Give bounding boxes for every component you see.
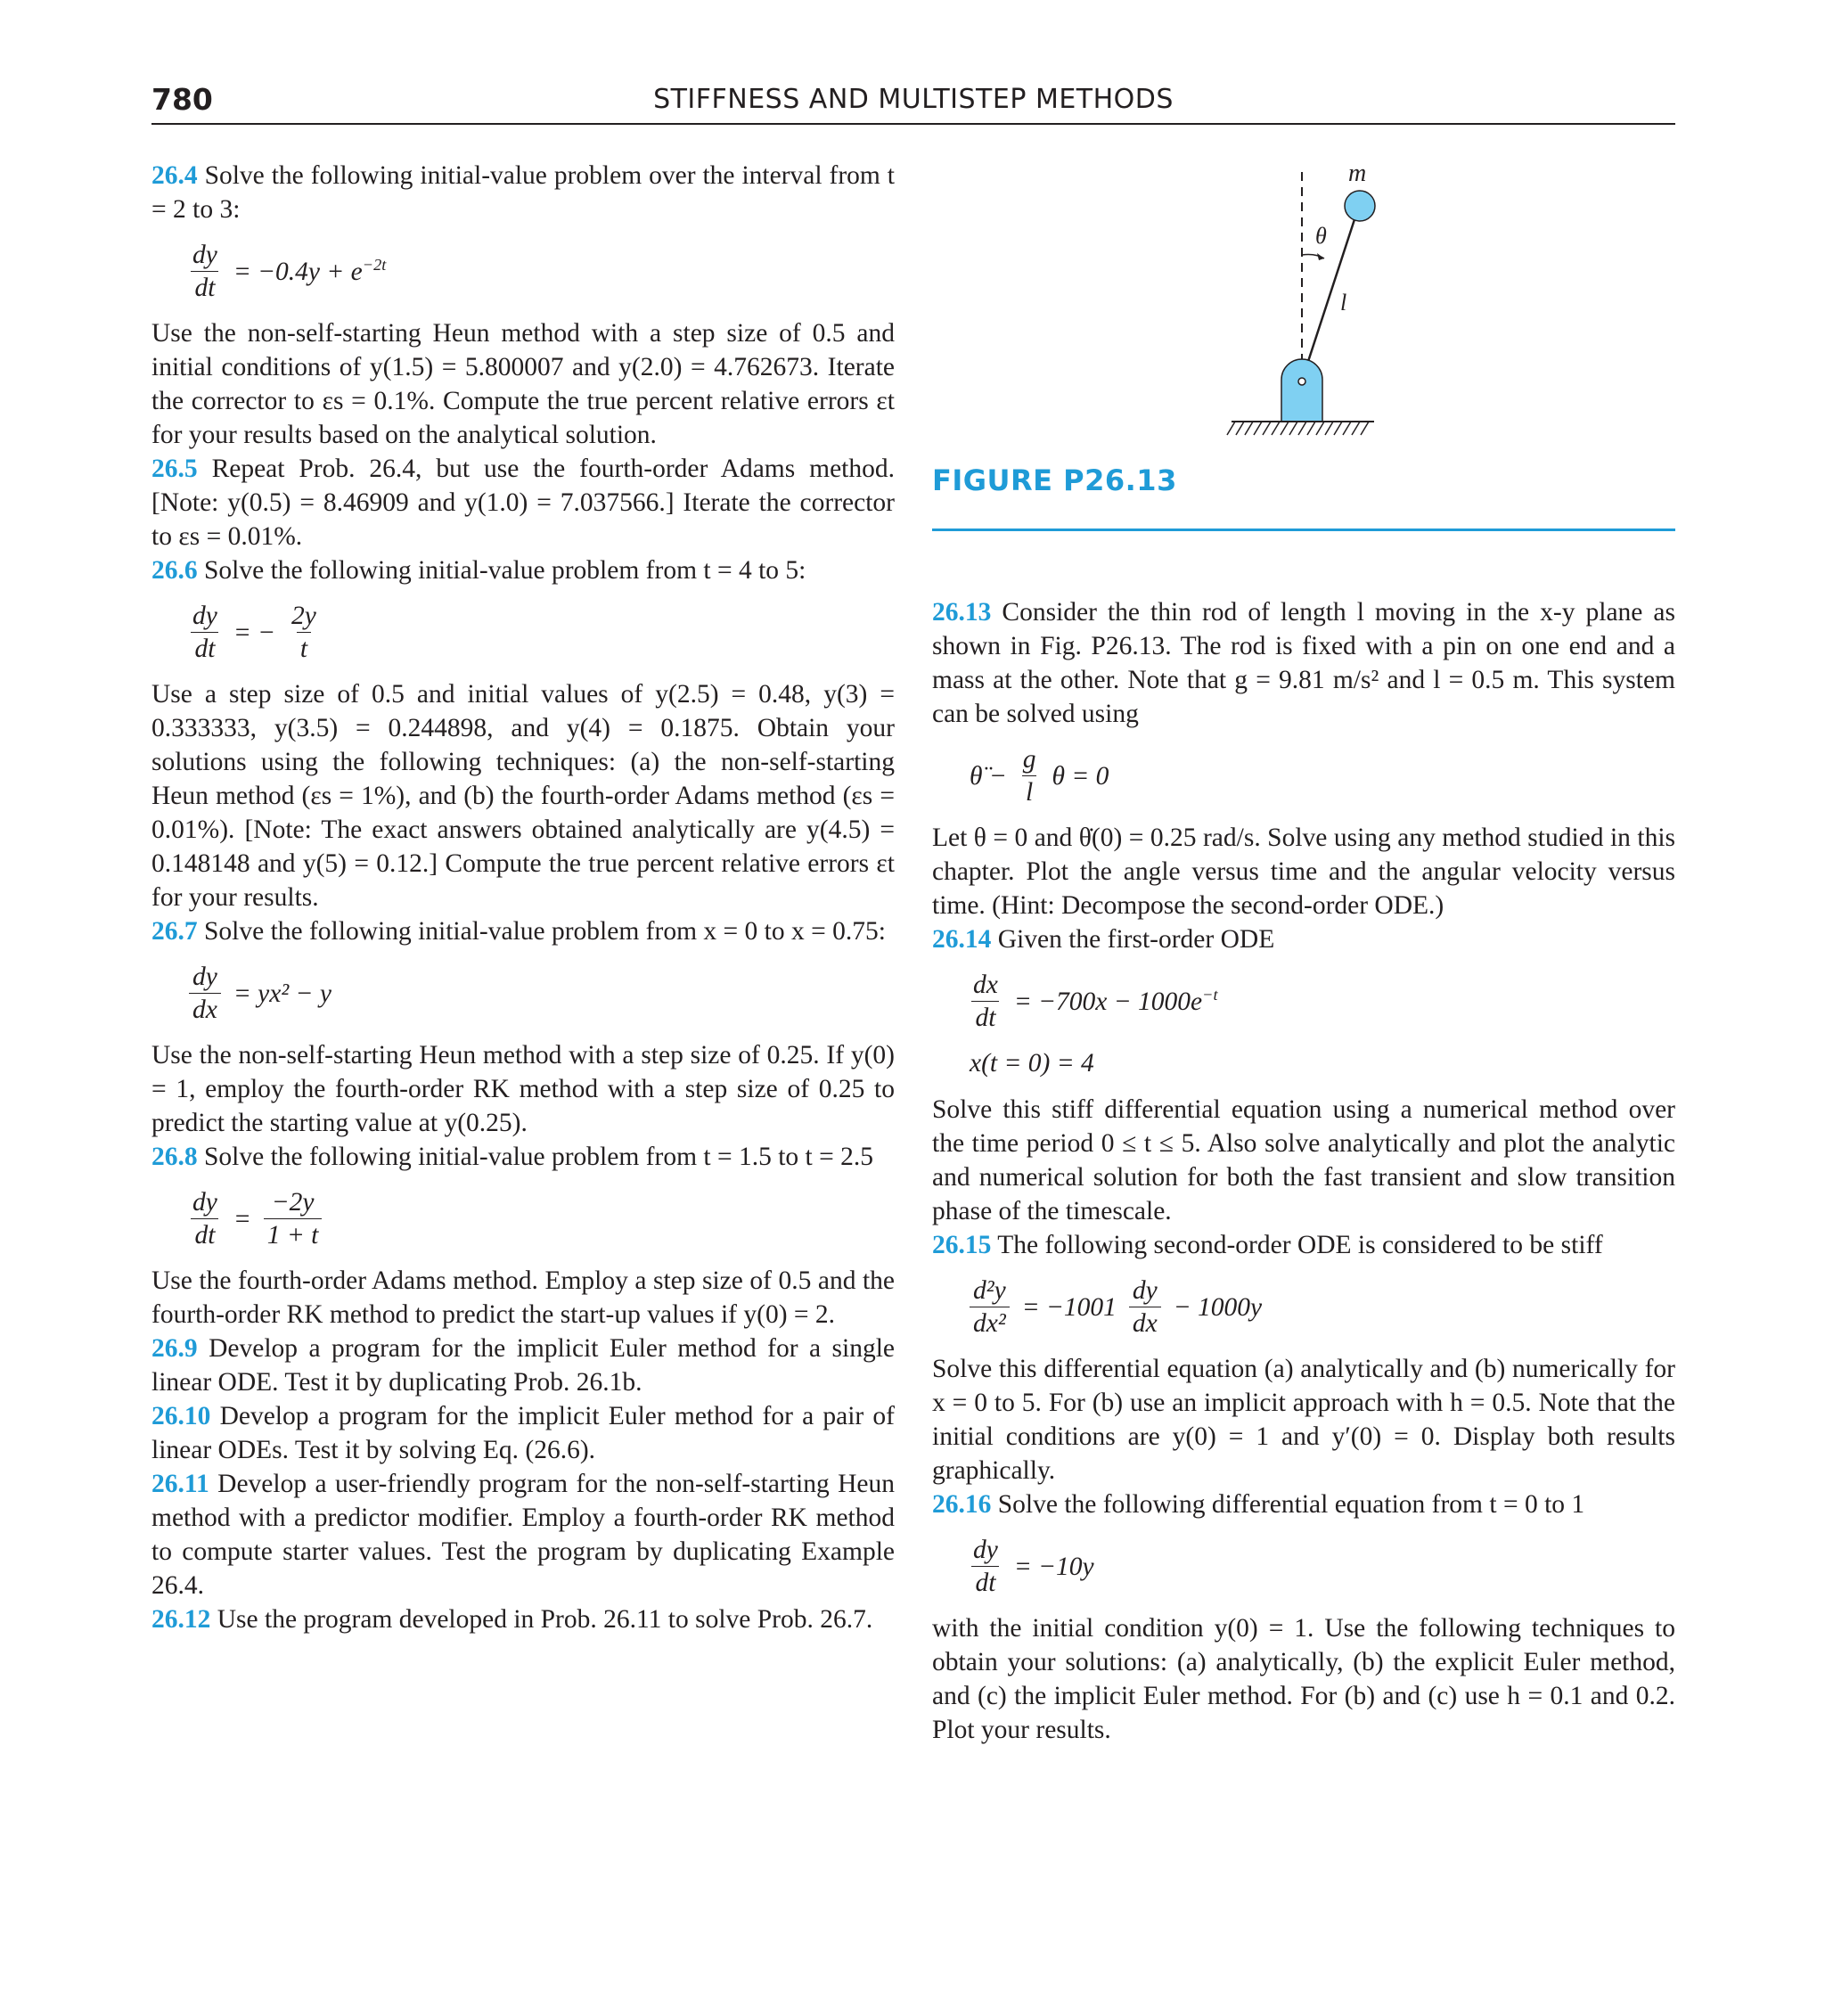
problem-26-13: 26.13 Consider the thin rod of length l moving in the x-y plane as shown in Fig. P26.13. The rod is fixed with a pin on one end and a mass at the other. Note that g = 9.81 m/s² and l = 0.5 m. This system can be solved using — [932, 598, 1675, 728]
hatch-mark — [1281, 422, 1289, 435]
problem-26-7-continued: Use the non-self-starting Heun method with a step size of 0.25. If y(0) = 1, employ the fourth-order RK method with a step size of 0.25 to predict the starting value at y(0.25). — [151, 1041, 895, 1137]
problem-26-12: 26.12 Use the program developed in Prob. 26.11 to solve Prob. 26.7. — [151, 1605, 873, 1634]
hatch-mark — [1254, 422, 1262, 435]
running-title: STIFFNESS AND MULTISTEP METHODS — [653, 84, 1174, 115]
hatch-mark — [1352, 422, 1360, 435]
problem-26-5: 26.5 Repeat Prob. 26.4, but use the fourth-order Adams method. [Note: y(0.5) = 8.46909 and y(1.0) = 7.037566.] Iterate the corrector to εs = 0.01%. — [151, 455, 895, 551]
problem-26-16-continued: with the initial condition y(0) = 1. Use the following techniques to obtain your solutions: (a) analytically, (b) the explicit Euler method, and (c) the implicit Euler method. For (b) and (c) use h = 0.1 and 0.2. Plot your results. — [932, 1614, 1675, 1744]
pendulum-figure — [1199, 168, 1440, 448]
hatch-mark — [1325, 422, 1333, 435]
hatch-mark — [1334, 422, 1342, 435]
page-number: 780 — [151, 82, 213, 117]
equation-26-16: $\frac{dy}{dt}$ = −10y — [973, 1536, 1094, 1597]
problem-26-14-continued: Solve this stiff differential equation using a numerical method over the time period 0 ≤ t ≤ 5. Also solve analytically and plot the analytic and numerical solution for both the fast transient and slow transition phase of the timescale. — [932, 1095, 1675, 1225]
hatch-mark — [1361, 422, 1369, 435]
hatch-mark — [1343, 422, 1351, 435]
hatch-mark — [1289, 422, 1297, 435]
hatch-mark — [1272, 422, 1280, 435]
hatch-mark — [1307, 422, 1315, 435]
pendulum-rod — [1301, 209, 1358, 383]
hatch-mark — [1245, 422, 1253, 435]
problem-26-7: 26.7 Solve the following initial-value problem from x = 0 to x = 0.75: — [151, 917, 886, 946]
problem-26-6-continued: Use a step size of 0.5 and initial values of y(2.5) = 0.48, y(3) = 0.333333, y(3.5) = 0.244898, and y(4) = 0.1875. Obtain your solutions using the following techniques: (a) the non-self-starting Heun method (εs = 1%), and (b) the fourth-order Adams method (εs = 0.01%). [Note: The exact answers obtained analytically are y(4.5) = 0.148148 and y(5) = 0.12.] Compute the true percent relative errors εt for your results. — [151, 680, 895, 912]
hatch-mark — [1227, 422, 1235, 435]
ground-hatching — [1227, 422, 1369, 435]
pin — [1298, 378, 1305, 385]
problem-26-15-continued: Solve this differential equation (a) analytically and (b) numerically for x = 0 to 5. For (b) use an implicit approach with h = 0.5. Note that the initial conditions are y(0) = 1 and y′(0) = 0. Display both results graphically. — [932, 1355, 1675, 1485]
problem-26-4: 26.4 Solve the following initial-value problem over the interval from t = 2 to 3: — [151, 161, 896, 224]
angle-arrowhead — [1317, 253, 1324, 260]
equation-26-6: $\frac{dy}{dt}$ = − $\frac{2y}{t}$ — [192, 602, 316, 663]
equation-26-14: $\frac{dx}{dt}$ = $-700x - 1000e^{-t}$ — [973, 971, 1218, 1032]
pendulum-mass — [1345, 191, 1375, 221]
pin-support — [1281, 359, 1322, 422]
equation-26-4: $\frac{dy}{dt}$ = $-0.4y + e^{-2t}$ — [192, 241, 387, 302]
problem-26-9: 26.9 Develop a program for the implicit Euler method for a single linear ODE. Test it by duplicating Prob. 26.1b. — [151, 1334, 896, 1397]
problem-26-4-continued: Use the non-self-starting Heun method with a step size of 0.5 and initial conditions of y(1.5) = 5.800007 and y(2.0) = 4.762673. Iterate the corrector to εs = 0.1%. Compute the true percent relative errors εt for your results based on the analytical solution. — [151, 319, 895, 449]
equation-26-14-initial: x(t = 0) = 4 — [970, 1049, 1094, 1078]
length-label: l — [1340, 290, 1347, 316]
problem-26-10: 26.10 Develop a program for the implicit Euler method for a pair of linear ODEs. Test it by solving Eq. (26.6). — [151, 1402, 895, 1464]
problem-26-16: 26.16 Solve the following differential equation from t = 0 to 1 — [932, 1490, 1585, 1519]
hatch-mark — [1316, 422, 1324, 435]
problem-26-8-continued: Use the fourth-order Adams method. Employ a step size of 0.5 and the fourth-order RK method to predict the start-up values if y(0) = 2. — [151, 1266, 895, 1329]
angle-label: θ — [1315, 223, 1327, 249]
equation-26-13: θ̈ − $\frac{g}{l}$ θ = 0 — [970, 745, 1109, 807]
problem-26-15: 26.15 The following second-order ODE is considered to be stiff — [932, 1231, 1603, 1259]
problem-26-13-continued: Let θ = 0 and θ̇(0) = 0.25 rad/s. Solve using any method studied in this chapter. Plot the angle versus time and the angular velocity versus time. (Hint: Decompose the second-order ODE.) — [932, 824, 1675, 920]
equation-26-15: $\frac{\text{d²y}}{\text{dx²}}$ = −1001 $\frac{dy}{dx}$ − 1000y — [970, 1274, 1675, 1340]
mass-label: m — [1348, 168, 1367, 187]
equation-26-8: $\frac{dy}{dt}$ = $\frac{-2y}{1 + t}$ — [189, 1186, 895, 1251]
problem-26-8: 26.8 Solve the following initial-value problem from t = 1.5 to t = 2.5 — [151, 1143, 873, 1171]
equation-26-7: $\frac{dy}{dx}$ = yx² − y — [189, 961, 895, 1026]
page-header — [151, 82, 1675, 125]
figure-rule — [932, 529, 1675, 531]
hatch-mark — [1298, 422, 1306, 435]
problem-26-14: 26.14 Given the first-order ODE — [932, 925, 1275, 954]
hatch-mark — [1236, 422, 1244, 435]
problem-26-11: 26.11 Develop a user-friendly program for the non-self-starting Heun method with a predictor modifier. Employ a fourth-order RK method to compute starter values. Test the program by duplicating Example 26.4. — [151, 1470, 896, 1600]
left-column — [151, 159, 895, 1636]
problem-26-6: 26.6 Solve the following initial-value problem from t = 4 to 5: — [151, 556, 806, 585]
figure-caption: FIGURE P26.13 — [932, 463, 1177, 497]
hatch-mark — [1263, 422, 1271, 435]
right-column — [932, 595, 1675, 1747]
